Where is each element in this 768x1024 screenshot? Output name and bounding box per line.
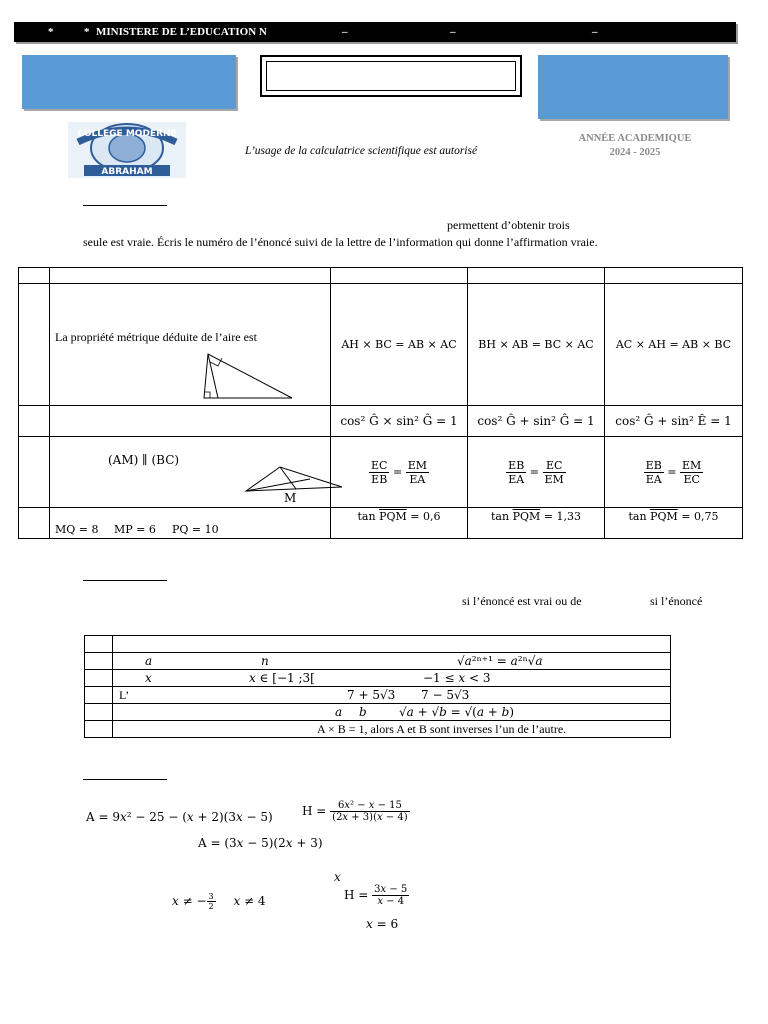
table-header-row: [85, 636, 671, 653]
row1-choice-b: BH × AB = BC × AC: [468, 284, 605, 406]
row4-part-b: 𝑏: [359, 705, 367, 719]
banner-dash-3: –: [592, 26, 598, 38]
table-row: [19, 284, 743, 406]
row2-interval: 𝑥 ∈ [−1 ;3[: [249, 671, 315, 685]
row3-choice-c: $\frac{EB}{EA}$ = $\frac{EM}{EC}$: [605, 437, 743, 508]
row2-choice-a: cos² Ĝ × sin² Ĝ = 1: [331, 406, 468, 437]
exercise1-table: [18, 267, 743, 539]
row2-part-x: 𝑥: [145, 671, 152, 685]
banner-dash-2: –: [450, 26, 456, 38]
row1-formula: √𝑎²ⁿ⁺¹ = 𝑎²ⁿ√𝑎: [457, 654, 543, 668]
row3-statement: (AM) ∥ (BC): [108, 453, 180, 467]
row1-choice-c: AC × AH = AB × BC: [605, 284, 743, 406]
table-row: [85, 687, 671, 704]
table-row: [85, 653, 671, 670]
header-blue-box-right: [538, 55, 728, 119]
exercise3-heading-rule: [83, 779, 167, 780]
row3-number-1: 7 + 5√3: [347, 688, 396, 702]
row4-choice-a: $\tan \overline{PQM} = 0,6$: [331, 508, 468, 539]
row2-choice-c: cos² Ĝ + sin² Ê = 1: [605, 406, 743, 437]
logo-bottom-text: ABRAHAM: [101, 167, 153, 177]
row1-part-a: 𝑎: [145, 654, 153, 668]
table-row: [85, 721, 671, 738]
exercise1-intro-fragment: permettent d’obtenir trois: [447, 218, 570, 232]
exercise2-instruction-part2: si l’énoncé: [650, 594, 703, 608]
exercise1-heading-rule: [83, 205, 167, 206]
calculator-note: L’usage de la calculatrice scientifique est autorisé: [245, 145, 478, 157]
row4-statement-pq: PQ = 10: [172, 523, 219, 536]
expression-a: A = 9𝑥² − 25 − (𝑥 + 2)(3𝑥 − 5): [86, 810, 273, 824]
academic-year-label: ANNÉE ACADEMIQUE: [578, 133, 692, 144]
table-row: [19, 437, 743, 508]
row4-choice-c: $\tan \overline{PQM} = 0,75$: [605, 508, 743, 539]
banner-dash-1: –: [342, 26, 348, 38]
logo-top-text: COLLEGE MODERNE: [77, 129, 177, 139]
row1-choice-a: AH × BC = AB × AC: [331, 284, 468, 406]
table-header-row: [19, 268, 743, 284]
row3-number-2: 7 − 5√3: [421, 688, 470, 702]
exercise2-table: [84, 635, 671, 738]
academic-year-value: 2024 - 2025: [609, 147, 661, 158]
factored-a: A = (3𝑥 − 5)(2𝑥 + 3): [198, 836, 323, 850]
row2-inequality: −1 ≤ 𝑥 < 3: [423, 671, 491, 685]
expression-h: H = $\frac{\text{6𝑥² − 𝑥 − 15}}{\text{(2𝑥 + 3)(𝑥 − 4)}}$: [302, 800, 408, 823]
exercise2-instruction-part1: si l’énoncé est vrai ou de: [462, 594, 582, 608]
row4-statement-mp: MP = 6: [114, 523, 156, 536]
table-row: [85, 704, 671, 721]
table-row: [19, 508, 743, 539]
row3-choice-a: $\frac{EC}{EB}$ = $\frac{EM}{EA}$: [331, 437, 468, 508]
row5-statement: A × B = 1, alors A et B sont inverses l’un de l’autre.: [317, 722, 567, 736]
banner-star-right: *: [84, 26, 90, 38]
simplified-h: H = $\frac{\text{3𝑥 − 5}}{\text{𝑥 − 4}}$: [344, 884, 408, 907]
banner-star-left: *: [48, 26, 54, 38]
row2-choice-b: cos² Ĝ + sin² Ĝ = 1: [468, 406, 605, 437]
table-row: [19, 406, 743, 437]
header-banner: [14, 22, 736, 42]
point-label-m: M: [284, 491, 297, 505]
row4-formula: √𝑎 + √𝑏 = √(𝑎 + 𝑏): [399, 705, 515, 719]
right-triangle-figure: [198, 352, 298, 400]
domain-condition: 𝑥 ≠ − $\frac{3}{2}$ 𝑥 ≠ 4: [172, 892, 266, 911]
row4-statement-mq: MQ = 8: [55, 523, 99, 536]
ministry-title: MINISTERE DE L’EDUCATION N: [96, 26, 267, 38]
school-logo: [68, 122, 186, 178]
variable-x: 𝑥: [334, 870, 341, 884]
academic-year: [570, 132, 700, 160]
row1-part-n: 𝑛: [261, 654, 269, 668]
row4-part-a: 𝑎: [335, 705, 343, 719]
header-blue-box-left: [22, 55, 236, 109]
exercise1-instruction: seule est vraie. Écris le numéro de l’énoncé suivi de la lettre de l’information qui donne l’affirmation vraie.: [83, 235, 598, 249]
row3-choice-b: $\frac{EB}{EA}$ = $\frac{EC}{EM}$: [468, 437, 605, 508]
row3-prefix: L’: [119, 688, 130, 702]
table-row: [85, 670, 671, 687]
triangle-figure: [244, 465, 344, 493]
exercise2-heading-rule: [83, 580, 167, 581]
row4-choice-b: $\tan \overline{PQM} = 1,33$: [468, 508, 605, 539]
header-title-frame: [260, 55, 522, 97]
row1-statement: La propriété métrique déduite de l’aire est: [55, 330, 257, 344]
x-value: 𝑥 = 6: [366, 917, 399, 931]
